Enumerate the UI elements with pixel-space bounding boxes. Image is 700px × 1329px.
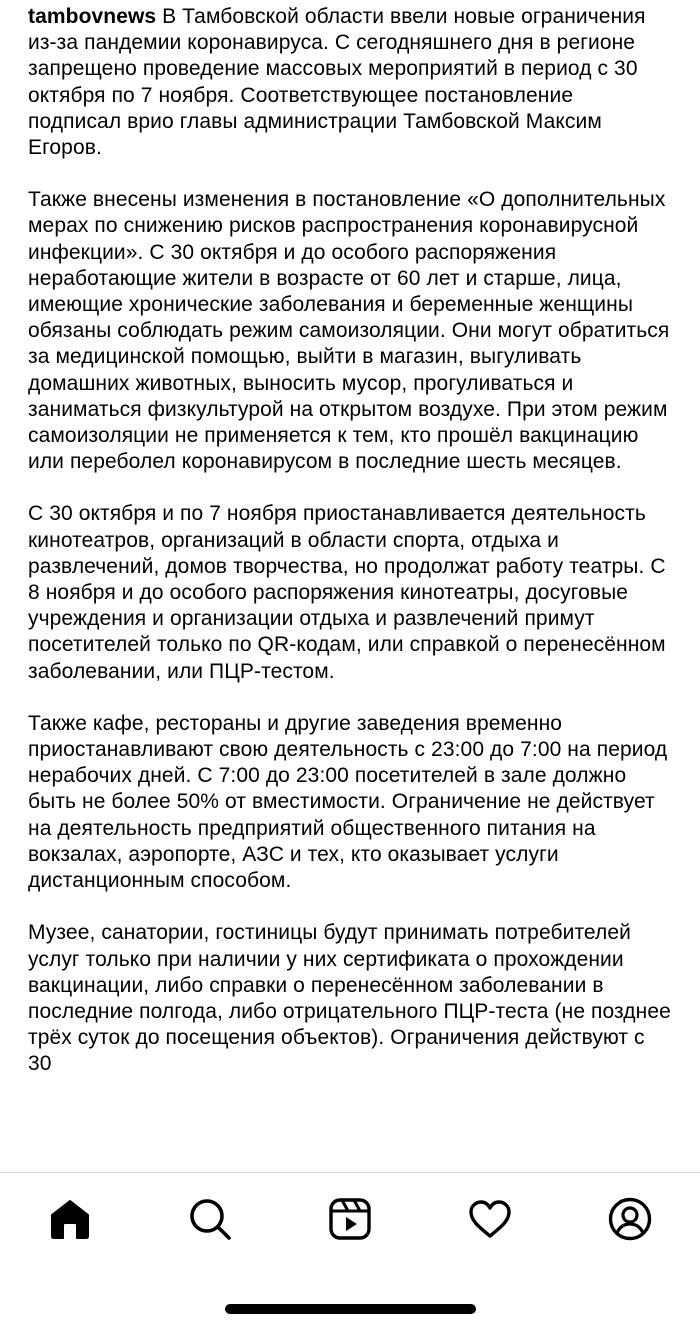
home-icon — [48, 1198, 92, 1240]
post-username[interactable]: tambovnews — [28, 5, 157, 28]
caption-paragraph-4: Также кафе, рестораны и другие заведения временно приостанавливают свою деятельность с 23:00 до 7:00 на период нерабочих дней. С 7:00 до 23:00 посетителей в зале должно быть не более 50% от вместимости. Ограничение не действует на деятельность предприятий общественного питания на вокзалах, аэропорте, АЗС и тех, кто оказывает услуги дистанционным способом. — [28, 711, 668, 893]
caption-first-text: В Тамбовской области ввели новые ограничения из-за пандемии коронавируса. С сегодняшнего дня в регионе запрещено проведение массовых мероприятий в период с 30 октября по 7 ноября. Соответствующее постановление подписал врио главы администрации Тамбовской Максим Егоров. — [28, 5, 646, 160]
bottom-tab-bar — [0, 1172, 700, 1329]
profile-icon — [608, 1197, 652, 1241]
caption-paragraph-2: Также внесены изменения в постановление «О дополнительных мерах по снижению рисков распространения коронавирусной инфекции». С 30 октября и до особого распоряжения неработающие жители в возрасте от 60 лет и старше, лица, имеющие хронические заболевания и беременные женщины обязаны соблюдать режим самоизоляции. Они могут обратиться за медицинской помощью, выйти в магазин, выгуливать домашних животных, выносить мусор, прогуливаться и заниматься физкультурой на открытом воздухе. При этом режим самоизоляции не применяется к тем, кто прошёл вакцинацию или переболел коронавирусом в последние шесть месяцев. — [28, 188, 670, 474]
caption-paragraph-1 — [28, 4, 672, 161]
caption-paragraph-5: Музее, санатории, гостиницы будут принимать потребителей услуг только при наличии у них сертификата о прохождении вакцинации, либо справки о перенесённом заболевании в последние полгода, либо отрицательного ПЦР-теста (не позднее трёх суток до посещения объектов). Ограничения действуют с 30 — [28, 921, 671, 1076]
search-icon — [188, 1197, 232, 1241]
heart-icon — [468, 1199, 512, 1239]
tab-activity[interactable] — [458, 1187, 522, 1251]
tab-search[interactable] — [178, 1187, 242, 1251]
tab-profile[interactable] — [598, 1187, 662, 1251]
caption-paragraph-3: С 30 октября и по 7 ноября приостанавливается деятельность кинотеатров, организаций в области спорта, отдыха и развлечений, домов творчества, но продолжат работу театры. С 8 ноября и до особого распоряжения кинотеатры, досуговые учреждения и организации отдыха и развлечений примут посетителей только по QR-кодам, или справкой о перенесённом заболевании, или ПЦР-тестом. — [28, 502, 666, 683]
home-indicator[interactable] — [225, 1304, 476, 1314]
tab-reels[interactable] — [318, 1187, 382, 1251]
tab-home[interactable] — [38, 1187, 102, 1251]
reels-icon — [329, 1198, 371, 1240]
